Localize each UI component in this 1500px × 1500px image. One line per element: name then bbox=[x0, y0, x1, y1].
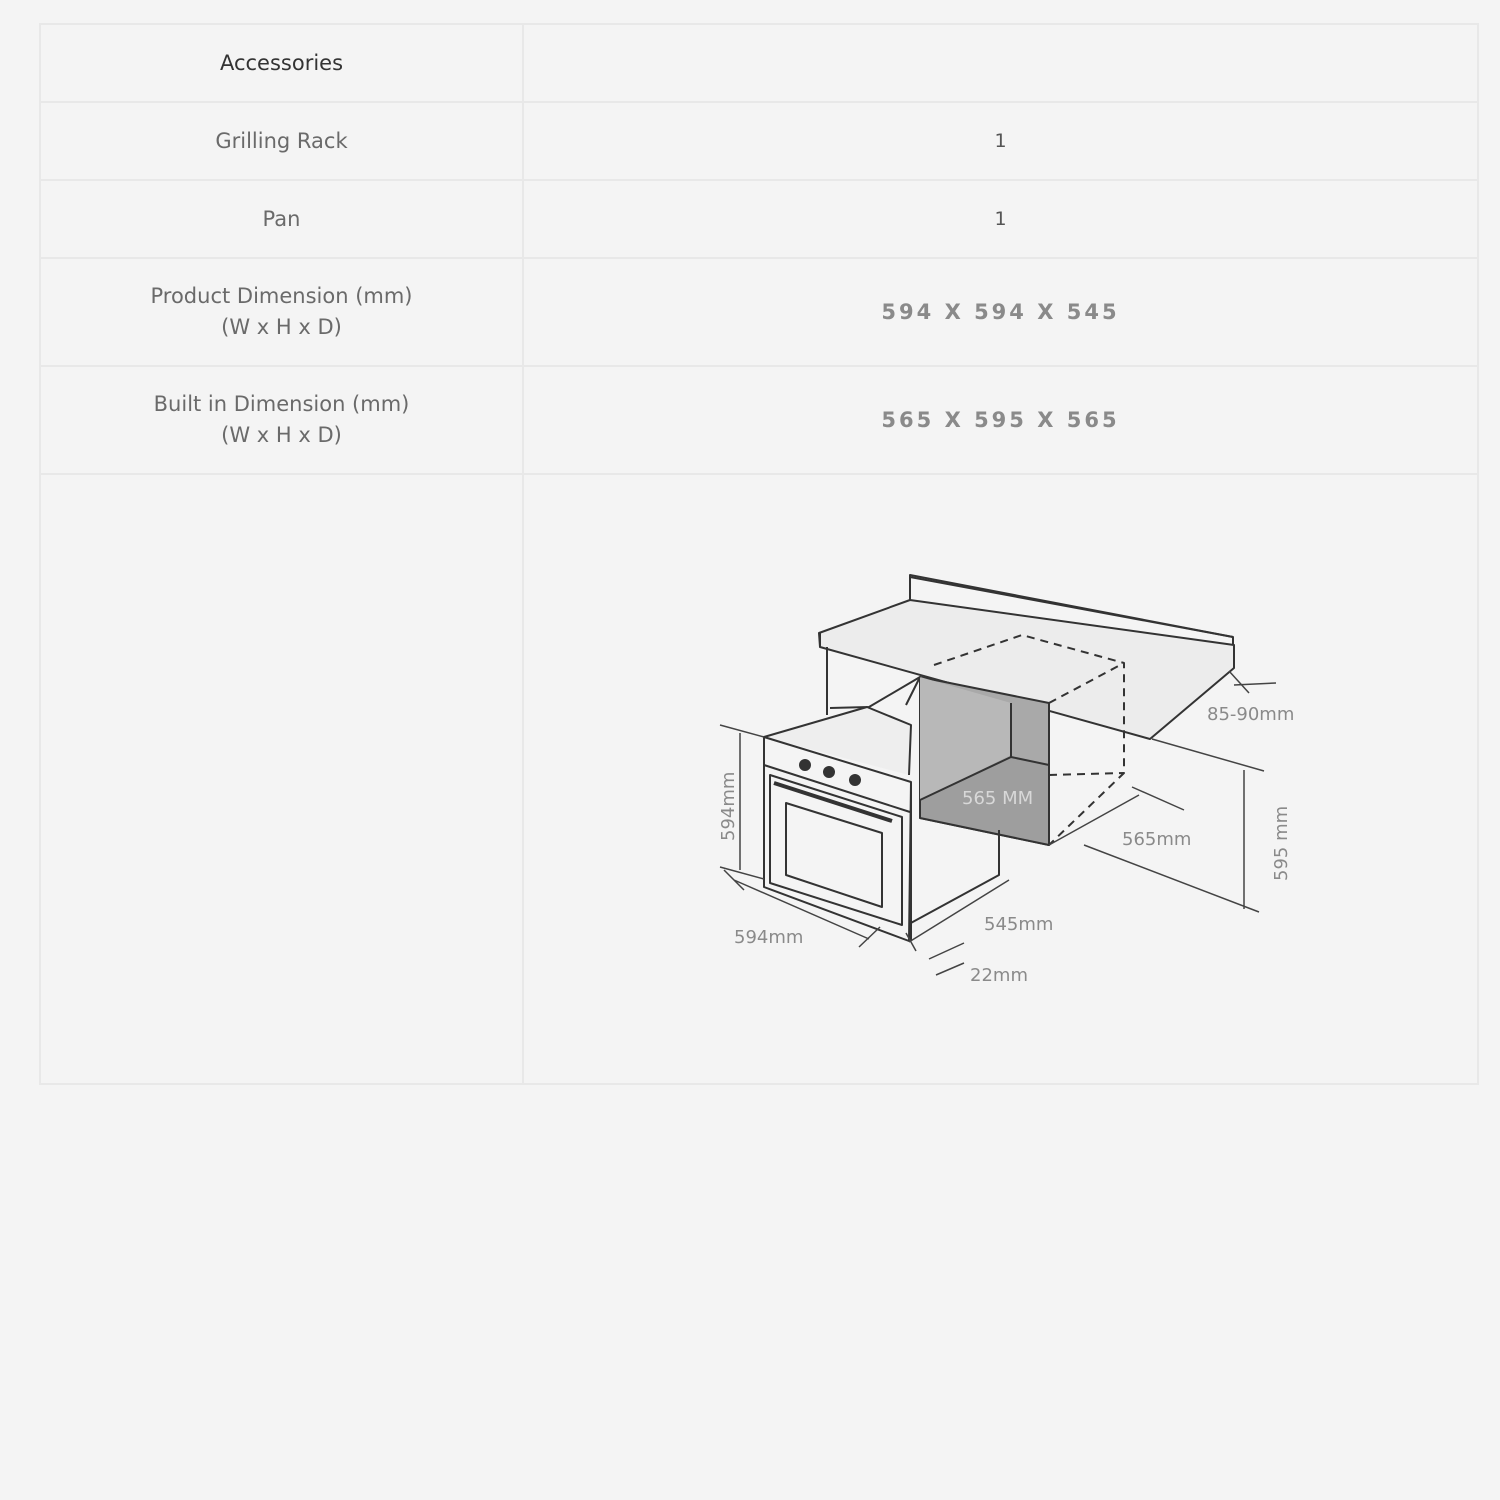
label-cell bbox=[40, 24, 523, 102]
value-cell bbox=[523, 24, 1478, 102]
dim-line-cavity-height bbox=[1084, 739, 1264, 912]
product-dimension-label: Product Dimension (mm) bbox=[150, 284, 413, 308]
grilling-rack-value: 1 bbox=[994, 130, 1007, 152]
oven-height-label: 594mm bbox=[718, 771, 739, 841]
empty-cell bbox=[40, 474, 523, 1084]
cavity-height-label: 595 mm bbox=[1271, 805, 1292, 881]
table-row-accessories bbox=[40, 24, 1478, 102]
knob-icon bbox=[849, 774, 861, 786]
built-in-dimension-value: 565 X 595 X 565 bbox=[881, 408, 1120, 432]
value-cell bbox=[523, 258, 1478, 366]
table-row-diagram bbox=[40, 474, 1478, 1084]
knob-icon bbox=[823, 766, 835, 778]
oven-depth-label: 545mm bbox=[984, 914, 1054, 935]
label-cell bbox=[40, 366, 523, 474]
grilling-rack-label: Grilling Rack bbox=[215, 128, 348, 153]
built-in-dimension-sublabel: (W x H x D) bbox=[221, 423, 342, 447]
value-cell bbox=[523, 102, 1478, 180]
spec-table bbox=[39, 23, 1479, 1085]
product-dimension-value: 594 X 594 X 545 bbox=[881, 300, 1120, 324]
cavity-depth-label: 565mm bbox=[1122, 829, 1192, 850]
table-row-pan bbox=[40, 180, 1478, 258]
label-cell bbox=[40, 102, 523, 180]
oven-width-label: 594mm bbox=[734, 927, 804, 948]
accessories-label: Accessories bbox=[219, 50, 344, 75]
table-row-product-dimension bbox=[40, 258, 1478, 366]
table-row-grilling-rack bbox=[40, 102, 1478, 180]
dim-line-front-panel bbox=[929, 943, 964, 975]
knob-icon bbox=[799, 759, 811, 771]
product-dimension-sublabel: (W x H x D) bbox=[221, 315, 342, 339]
built-in-dimension-label: Built in Dimension (mm) bbox=[153, 392, 410, 416]
table-row-built-in-dimension bbox=[40, 366, 1478, 474]
front-panel-label: 22mm bbox=[970, 965, 1028, 986]
value-cell bbox=[523, 180, 1478, 258]
diagram-cell bbox=[523, 474, 1478, 1084]
pan-value: 1 bbox=[994, 208, 1007, 230]
depth-gap-label: 85-90mm bbox=[1207, 704, 1295, 725]
dim-line-depth-gap bbox=[1229, 671, 1276, 693]
value-cell bbox=[523, 366, 1478, 474]
label-cell bbox=[40, 180, 523, 258]
label-cell bbox=[40, 258, 523, 366]
cavity-width-label: 565 MM bbox=[962, 788, 1034, 809]
installation-diagram bbox=[524, 475, 1479, 1083]
pan-label: Pan bbox=[262, 206, 301, 231]
